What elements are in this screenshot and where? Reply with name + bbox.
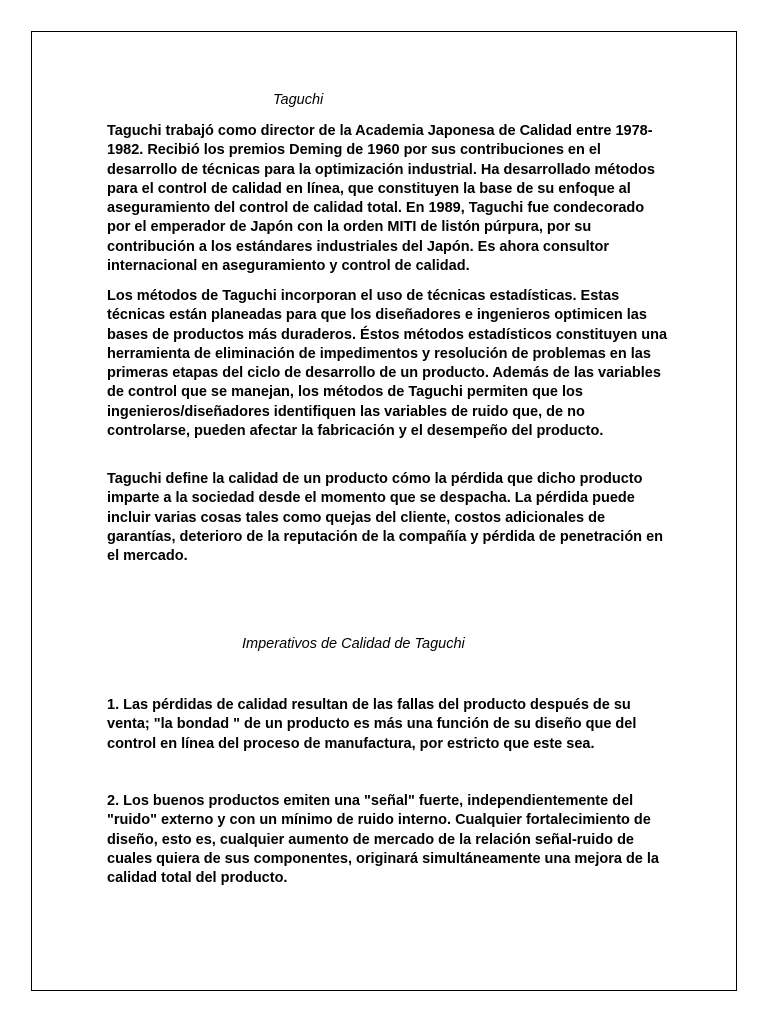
document-title: Taguchi xyxy=(273,92,324,108)
section-title: Imperativos de Calidad de Taguchi xyxy=(242,636,465,652)
document-page xyxy=(31,31,737,991)
imperative-item-2: 2. Los buenos productos emiten una "señal" fuerte, independientemente del "ruido" externo y con un mínimo de ruido interno. Cualquier fortalecimiento de diseño, esto es, cualquier aumento de mercado de la relación señal-ruido de cuales quiera de sus componentes, originará simultáneamente una mejora de la calidad total del producto. xyxy=(107,793,659,887)
paragraph-methods: Los métodos de Taguchi incorporan el uso de técnicas estadísticas. Estas técnicas están planeadas para que los diseñadores e ingenieros optimicen las bases de productos más duraderos. Éstos métodos estadísticos constituyen una herramienta de eliminación de impedimentos y resolución de problemas en las primeras etapas del ciclo de desarrollo de un producto. Además de las variables de control que se manejan, los métodos de Taguchi permiten que los ingenieros/diseñadores identifiquen las variables de ruido que, de no controlarse, pueden afectar la fabricación y el desempeño del producto. xyxy=(107,288,668,440)
paragraph-biography: Taguchi trabajó como director de la Academia Japonesa de Calidad entre 1978-1982. Recibió los premios Deming de 1960 por sus contribuciones en el desarrollo de técnicas para la optimización industrial. Ha desarrollado métodos para el control de calidad en línea, que constituyen la base de su enfoque al aseguramiento del control de calidad total. En 1989, Taguchi fue condecorado por el emperador de Japón con la orden MITI de listón púrpura, por su contribución a los estándares industriales del Japón. Es ahora consultor internacional en aseguramiento y control de calidad. xyxy=(107,123,655,275)
paragraph-quality-definition: Taguchi define la calidad de un producto cómo la pérdida que dicho producto imparte a la sociedad desde el momento que se despacha. La pérdida puede incluir varias cosas tales como quejas del cliente, costos adicionales de garantías, deterioro de la reputación de la compañía y pérdida de penetración en el mercado. xyxy=(107,471,663,565)
imperative-item-1: 1. Las pérdidas de calidad resultan de las fallas del producto después de su venta; "la bondad " de un producto es más una función de su diseño que del control en línea del proceso de manufactura, por estricto que este sea. xyxy=(107,697,637,752)
